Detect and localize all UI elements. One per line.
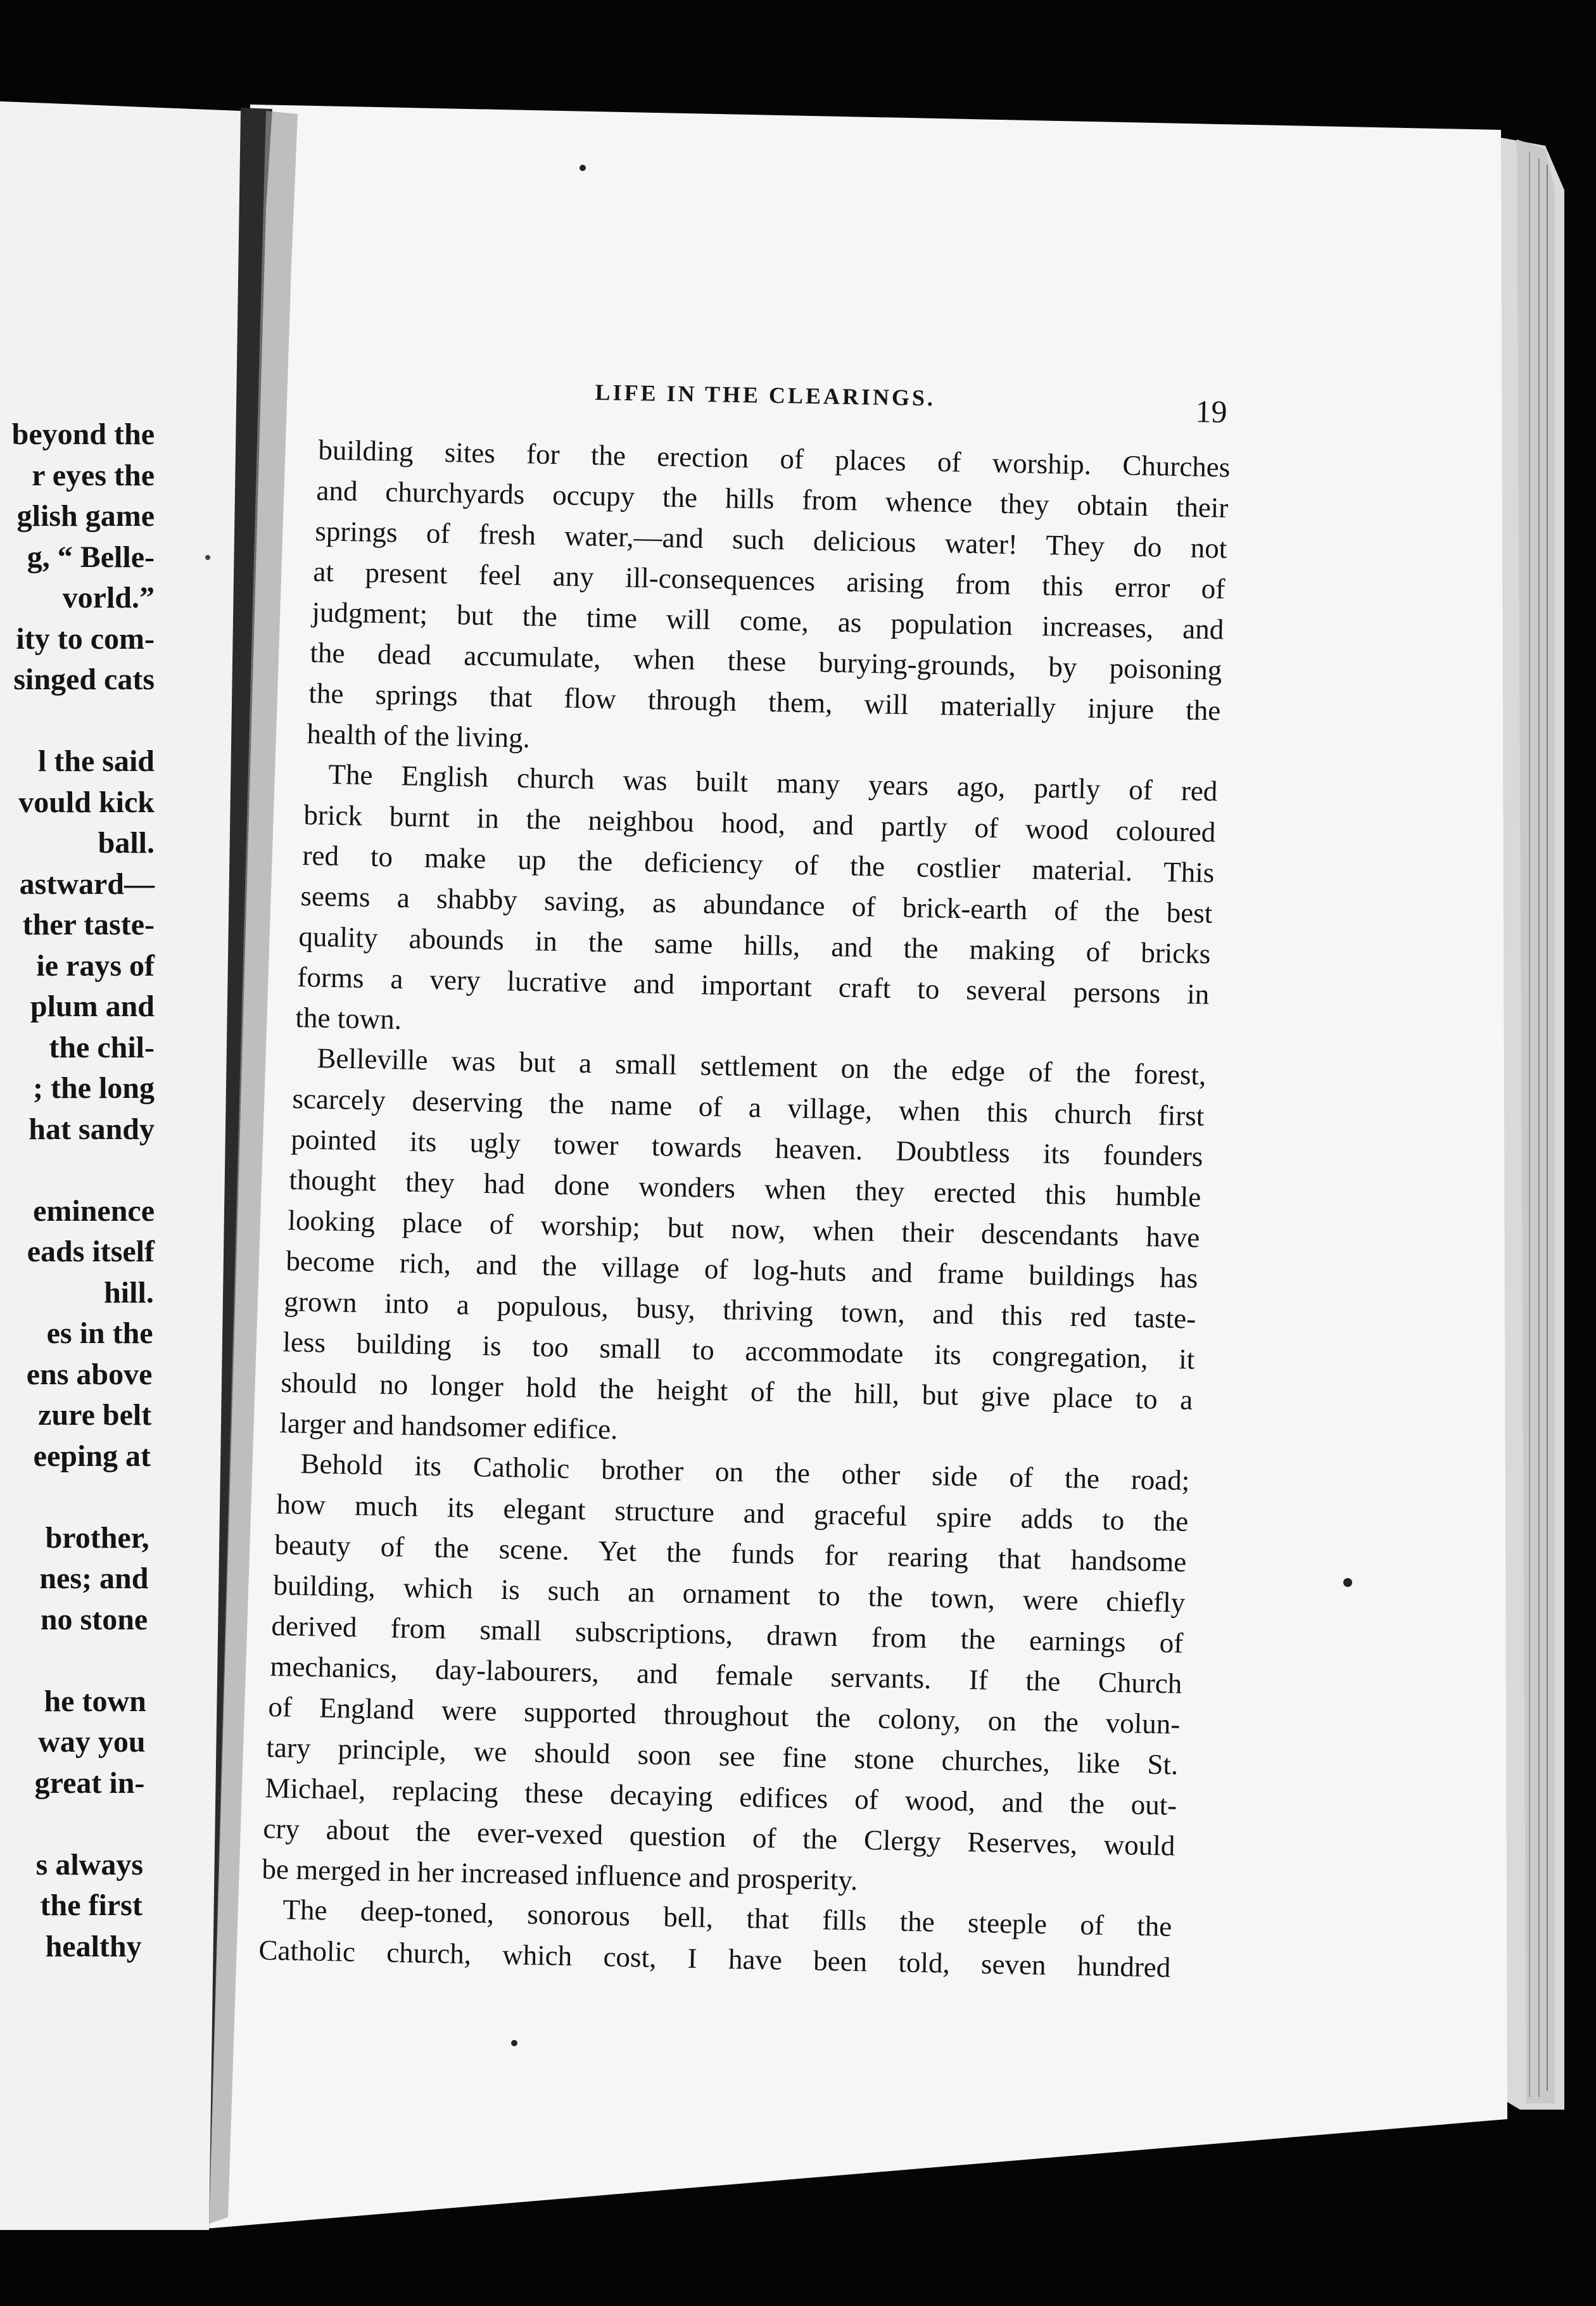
left-page-line: ball.	[98, 826, 155, 860]
left-page-line: ie rays of	[36, 948, 155, 983]
left-page-line: nes; and	[39, 1562, 149, 1595]
body-line: building sites for the erection of places of worship. Churches	[318, 434, 1231, 483]
left-page-line: plum and	[30, 990, 155, 1023]
left-page-line: brother,	[45, 1520, 149, 1555]
left-page-line: great in-	[34, 1766, 145, 1800]
left-page-line: ens above	[26, 1357, 153, 1391]
left-page-line: ity to com-	[16, 621, 155, 656]
left-page-line: l the said	[37, 744, 155, 778]
left-page-line: zure belt	[38, 1398, 152, 1432]
left-page-line: eminence	[33, 1194, 155, 1228]
body-line: should no longer hold the height of the hill, but give place to a	[281, 1366, 1194, 1416]
body-line: pointed its ugly tower towards heaven. Doubtless its founders	[290, 1123, 1203, 1173]
body-line: of England were supported throughout the colony, on the volun-	[268, 1691, 1181, 1740]
body-line: larger and handsomer edifice.	[279, 1407, 618, 1446]
left-page-line: astward—	[19, 867, 155, 901]
body-line: tary principle, we should soon see fine stone churches, like St.	[266, 1731, 1179, 1781]
body-line: grown into a populous, busy, thriving town, and this red taste-	[284, 1285, 1197, 1335]
body-line: health of the living.	[307, 718, 531, 754]
body-line: brick burnt in the neighbou hood, and partly of wood coloured	[303, 799, 1216, 848]
body-line: looking place of worship; but now, when their descendants have	[287, 1204, 1200, 1254]
body-line: springs of fresh water,—and such delicious water! They do not	[314, 515, 1227, 564]
left-page-line: g, “ Belle-	[27, 540, 155, 574]
left-page-line: vorld.”	[62, 581, 155, 615]
left-page-line: the first	[40, 1889, 142, 1922]
body-line: building, which is such an ornament to the town, were chiefly	[272, 1569, 1186, 1619]
body-line: the town.	[295, 1002, 402, 1036]
body-line: the dead accumulate, when these burying-grounds, by poisoning	[310, 637, 1223, 686]
body-line: red to make up the deficiency of the costlier material. This	[301, 839, 1215, 889]
left-page-line: beyond the	[11, 417, 155, 451]
body-line: seems a shabby saving, as abundance of brick-earth of the best	[300, 880, 1213, 929]
body-line: beauty of the scene. Yet the funds for rearing that handsome	[274, 1529, 1187, 1578]
left-page-line: hat sandy	[28, 1112, 155, 1146]
body-line: scarcely deserving the name of a village, when this church first	[292, 1083, 1205, 1132]
body-line: thought they had done wonders when they erected this humble	[289, 1164, 1201, 1213]
body-line: mechanics, day-labourers, and female servants. If the Church	[269, 1650, 1182, 1700]
left-page-line: no stone	[40, 1602, 148, 1636]
body-line: The English church was built many years ago, partly of red	[327, 758, 1218, 807]
body-line: Belleville was but a small settlement on the edge of the forest,	[316, 1042, 1206, 1091]
left-page-line: way you	[38, 1725, 146, 1759]
body-line: forms a very lucrative and important craft to several persons in	[296, 961, 1210, 1010]
running-head: LIFE IN THE CLEARINGS.	[595, 379, 936, 411]
left-page-line: eeping at	[33, 1439, 151, 1473]
body-line: cry about the ever-vexed question of the Clergy Reserves, would	[263, 1812, 1176, 1862]
left-page-line: glish game	[16, 499, 155, 533]
left-page-line: ; the long	[33, 1071, 155, 1105]
body-line: quality abounds in the same hills, and the making of bricks	[298, 920, 1212, 970]
body-line: Michael, replacing these decaying edifices of wood, and the out-	[264, 1772, 1177, 1821]
body-line: at present feel any ill-consequences arising from this error of	[313, 556, 1226, 605]
body-line: how much its elegant structure and graceful spire adds to the	[276, 1488, 1189, 1538]
left-page-line: s always	[35, 1847, 143, 1882]
left-page-line: vould kick	[18, 785, 155, 819]
left-page-line: singed cats	[13, 663, 155, 696]
left-page-line: eads itself	[27, 1235, 155, 1268]
left-page-line: r eyes the	[32, 458, 155, 492]
body-line: The deep-toned, sonorous bell, that fills the steeple of the	[282, 1894, 1172, 1942]
body-line: the springs that flow through them, will materially injure the	[308, 677, 1221, 727]
body-line: Catholic church, which cost, I have been told, seven hundred	[258, 1934, 1171, 1984]
left-page-line: the chil-	[49, 1030, 155, 1064]
page-number: 19	[1195, 393, 1227, 430]
left-page-line: healthy	[45, 1929, 142, 1963]
body-line: derived from small subscriptions, drawn from the earnings of	[271, 1610, 1184, 1659]
body-line: less building is too small to accommodate its congregation, it	[282, 1326, 1195, 1375]
body-line: become rich, and the village of log-huts and frame buildings has	[286, 1245, 1198, 1294]
left-page-line: he town	[44, 1684, 146, 1718]
body-line: Behold its Catholic brother on the other side of the road;	[300, 1448, 1191, 1496]
body-line: judgment; but the time will come, as population increases, and	[311, 596, 1224, 646]
left-page-line: es in the	[46, 1316, 153, 1350]
left-page-line: hill.	[104, 1275, 154, 1309]
left-page-line: ther taste-	[22, 908, 155, 941]
body-line: be merged in her increased influence and prosperity.	[261, 1853, 858, 1897]
body-line: and churchyards occupy the hills from whence they obtain their	[316, 475, 1229, 524]
